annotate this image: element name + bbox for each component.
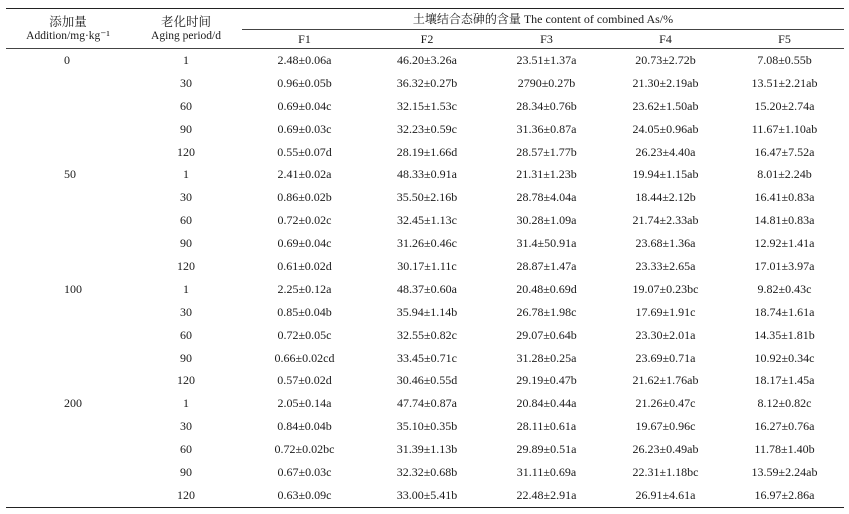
- aging-header: [130, 9, 242, 49]
- value-cell-f1: 0.57±0.02d: [277, 373, 332, 388]
- value-cell-f5: 14.81±0.83a: [754, 213, 815, 228]
- value-cell-f3: 28.57±1.77b: [516, 144, 577, 159]
- aging-header-en: Aging period/d: [151, 29, 221, 42]
- value-cell-f5: 8.12±0.82c: [757, 396, 812, 411]
- value-cell-f2: 32.55±0.82c: [397, 327, 457, 342]
- value-cell-f3: 31.28±0.25a: [516, 350, 577, 365]
- value-cell-f5: 13.51±2.21ab: [751, 75, 818, 90]
- table-row: [6, 369, 844, 392]
- addition-cell: 200: [64, 396, 82, 411]
- value-cell-f5: 13.59±2.24ab: [751, 464, 818, 479]
- table-row: [6, 301, 844, 324]
- value-cell-f2: 33.00±5.41b: [367, 484, 487, 507]
- addition-cell: 100: [64, 281, 82, 296]
- aging-cell: 120: [130, 484, 242, 507]
- value-cell-f3: 2790±0.27b: [517, 75, 576, 90]
- fraction-header-f5: F5: [778, 32, 791, 46]
- fraction-header-f2: F2: [420, 32, 434, 46]
- value-cell-f5: 16.27±0.76a: [754, 419, 815, 434]
- table-row: [6, 278, 844, 301]
- value-cell-f4: 21.30±2.19ab: [632, 75, 699, 90]
- value-cell-f4: 24.05±0.96ab: [632, 121, 699, 136]
- value-cell-f2: 31.39±1.13b: [396, 442, 458, 457]
- value-cell-f1: 0.72±0.05c: [277, 327, 332, 342]
- aging-header-zh: 老化时间: [160, 14, 211, 29]
- table-body: [6, 49, 844, 508]
- value-cell-f5: 10.92±0.34c: [754, 350, 815, 365]
- aging-cell: 60: [180, 213, 192, 228]
- value-cell-f3: 20.84±0.44a: [516, 396, 577, 411]
- aging-cell: 30: [180, 190, 192, 205]
- addition-header-en: Addition/mg·kg⁻¹: [26, 29, 110, 42]
- value-cell-f4: 23.33±2.65a: [635, 258, 696, 273]
- aging-cell: 120: [177, 144, 195, 159]
- value-cell-f1: 2.48±0.06a: [277, 52, 332, 67]
- addition-cell: 50: [64, 167, 76, 182]
- value-cell-f1: 0.63±0.09c: [242, 484, 367, 507]
- addition-cell: [6, 301, 130, 324]
- value-cell-f1: 0.72±0.02bc: [274, 442, 335, 457]
- arsenic-fraction-table: [6, 8, 844, 508]
- value-cell-f2: 32.45±1.13c: [397, 213, 457, 228]
- value-cell-f2: 46.20±3.26a: [397, 52, 457, 67]
- value-cell-f3: 31.11±0.69a: [516, 464, 577, 479]
- value-cell-f2: 31.26±0.46c: [397, 236, 457, 251]
- aging-cell: 90: [180, 121, 192, 136]
- table-row: [6, 438, 844, 461]
- table-row: [6, 186, 844, 209]
- value-cell-f1: 0.69±0.03c: [277, 121, 332, 136]
- content-title: 土壤结合态砷的含量 The content of combined As/%: [242, 9, 844, 30]
- value-cell-f1: 0.85±0.04b: [277, 304, 332, 319]
- fraction-header-f3: F3: [540, 32, 553, 46]
- value-cell-f1: 2.41±0.02a: [277, 167, 332, 182]
- value-cell-f4: 20.73±2.72b: [635, 52, 696, 67]
- value-cell-f5: 15.20±2.74a: [754, 98, 815, 113]
- value-cell-f4: 19.94±1.15ab: [632, 167, 699, 182]
- addition-header-zh: 添加量: [49, 14, 87, 29]
- value-cell-f4: 23.62±1.50ab: [632, 98, 699, 113]
- fraction-header-f4: F4: [659, 32, 672, 46]
- value-cell-f3: 28.78±4.04a: [516, 190, 577, 205]
- aging-cell: 30: [180, 304, 192, 319]
- table-row: [6, 232, 844, 255]
- value-cell-f3: 22.48±2.91a: [487, 484, 606, 507]
- value-cell-f5: 8.01±2.24b: [757, 167, 812, 182]
- value-cell-f5: 16.47±7.52a: [754, 144, 815, 159]
- value-cell-f2: 35.10±0.35b: [396, 419, 458, 434]
- aging-cell: 90: [180, 350, 192, 365]
- aging-cell: 120: [177, 373, 195, 388]
- value-cell-f4: 23.68±1.36a: [635, 236, 696, 251]
- value-cell-f5: 14.35±1.81b: [754, 327, 815, 342]
- aging-cell: 30: [180, 75, 192, 90]
- table-row: [6, 209, 844, 232]
- value-cell-f2: 33.45±0.71c: [397, 350, 457, 365]
- table-row: [6, 255, 844, 278]
- value-cell-f1: 0.61±0.02d: [277, 258, 332, 273]
- addition-cell: [6, 72, 130, 95]
- value-cell-f5: 18.74±1.61a: [754, 304, 815, 319]
- value-cell-f1: 0.55±0.07d: [277, 144, 332, 159]
- addition-cell: [6, 232, 130, 255]
- table-row: [6, 324, 844, 347]
- value-cell-f5: 17.01±3.97a: [754, 258, 815, 273]
- value-cell-f4: 19.07±0.23bc: [632, 281, 699, 296]
- value-cell-f4: 21.62±1.76ab: [632, 373, 699, 388]
- value-cell-f5: 7.08±0.55b: [757, 52, 812, 67]
- table-row: [6, 163, 844, 186]
- value-cell-f2: 30.17±1.11c: [397, 258, 457, 273]
- table-row: [6, 484, 844, 507]
- value-cell-f3: 29.07±0.64b: [516, 327, 577, 342]
- value-cell-f3: 29.19±0.47b: [516, 373, 577, 388]
- value-cell-f1: 0.84±0.04b: [277, 419, 332, 434]
- value-cell-f3: 20.48±0.69d: [516, 281, 577, 296]
- aging-cell: 1: [183, 281, 189, 296]
- value-cell-f5: 12.92±1.41a: [754, 236, 815, 251]
- value-cell-f3: 29.89±0.51a: [516, 442, 577, 457]
- value-cell-f2: 48.33±0.91a: [397, 167, 457, 182]
- value-cell-f2: 36.32±0.27b: [396, 75, 458, 90]
- value-cell-f4: 23.69±0.71a: [635, 350, 696, 365]
- value-cell-f5: 11.67±1.10ab: [751, 121, 818, 136]
- value-cell-f1: 0.72±0.02c: [277, 213, 332, 228]
- value-cell-f2: 28.19±1.66d: [396, 144, 458, 159]
- value-cell-f3: 30.28±1.09a: [516, 213, 577, 228]
- value-cell-f2: 35.50±2.16b: [396, 190, 458, 205]
- addition-cell: [6, 484, 130, 507]
- value-cell-f2: 35.94±1.14b: [396, 304, 458, 319]
- value-cell-f4: 26.23±0.49ab: [632, 442, 699, 457]
- value-cell-f1: 0.96±0.05b: [277, 75, 332, 90]
- value-cell-f4: 18.44±2.12b: [635, 190, 696, 205]
- table-row: [6, 72, 844, 95]
- addition-cell: 0: [64, 52, 70, 67]
- value-cell-f1: 0.69±0.04c: [277, 236, 332, 251]
- aging-cell: 90: [180, 464, 192, 479]
- aging-cell: 1: [183, 396, 189, 411]
- aging-cell: 60: [180, 442, 192, 457]
- value-cell-f1: 0.69±0.04c: [277, 98, 332, 113]
- value-cell-f5: 11.78±1.40b: [754, 442, 815, 457]
- value-cell-f4: 17.69±1.91c: [635, 304, 696, 319]
- value-cell-f2: 32.32±0.68b: [396, 464, 458, 479]
- value-cell-f1: 2.05±0.14a: [277, 396, 332, 411]
- value-cell-f1: 0.86±0.02b: [277, 190, 332, 205]
- addition-cell: [6, 209, 130, 232]
- aging-cell: 60: [180, 327, 192, 342]
- addition-cell: [6, 118, 130, 141]
- value-cell-f4: 26.91±4.61a: [606, 484, 725, 507]
- value-cell-f3: 26.78±1.98c: [516, 304, 577, 319]
- value-cell-f5: 18.17±1.45a: [754, 373, 815, 388]
- addition-cell: [6, 324, 130, 347]
- addition-cell: [6, 141, 130, 164]
- value-cell-f3: 21.31±1.23b: [516, 167, 577, 182]
- addition-cell: [6, 369, 130, 392]
- table-row: [6, 141, 844, 164]
- value-cell-f5: 9.82±0.43c: [757, 281, 812, 296]
- value-cell-f5: 16.97±2.86a: [725, 484, 844, 507]
- value-cell-f4: 22.31±1.18bc: [632, 464, 699, 479]
- value-cell-f4: 26.23±4.40a: [635, 144, 696, 159]
- value-cell-f1: 2.25±0.12a: [277, 281, 332, 296]
- aging-cell: 90: [180, 236, 192, 251]
- addition-cell: [6, 438, 130, 461]
- addition-cell: [6, 186, 130, 209]
- table-row: [6, 461, 844, 484]
- table-row: [6, 49, 844, 72]
- addition-cell: [6, 255, 130, 278]
- value-cell-f1: 0.67±0.03c: [277, 464, 332, 479]
- table-row: [6, 95, 844, 118]
- addition-cell: [6, 95, 130, 118]
- value-cell-f4: 21.26±0.47c: [635, 396, 696, 411]
- aging-cell: 60: [180, 98, 192, 113]
- value-cell-f4: 19.67±0.96c: [635, 419, 696, 434]
- addition-header: [6, 9, 130, 49]
- value-cell-f2: 48.37±0.60a: [397, 281, 457, 296]
- value-cell-f3: 28.11±0.61a: [516, 419, 577, 434]
- value-cell-f2: 32.15±1.53c: [397, 98, 457, 113]
- addition-cell: [6, 347, 130, 370]
- addition-cell: [6, 461, 130, 484]
- value-cell-f3: 28.87±1.47a: [516, 258, 577, 273]
- table-row: [6, 415, 844, 438]
- value-cell-f4: 21.74±2.33ab: [632, 213, 699, 228]
- aging-cell: 1: [183, 52, 189, 67]
- addition-cell: [6, 415, 130, 438]
- value-cell-f2: 30.46±0.55d: [396, 373, 458, 388]
- value-cell-f3: 28.34±0.76b: [516, 98, 577, 113]
- value-cell-f2: 47.74±0.87a: [397, 396, 457, 411]
- value-cell-f3: 23.51±1.37a: [516, 52, 577, 67]
- fraction-header-f1: F1: [298, 32, 311, 46]
- aging-cell: 30: [180, 419, 192, 434]
- value-cell-f3: 31.36±0.87a: [516, 121, 577, 136]
- value-cell-f1: 0.66±0.02cd: [274, 350, 335, 365]
- value-cell-f2: 32.23±0.59c: [397, 121, 457, 136]
- aging-cell: 120: [177, 258, 195, 273]
- value-cell-f4: 23.30±2.01a: [635, 327, 696, 342]
- value-cell-f5: 16.41±0.83a: [754, 190, 815, 205]
- aging-cell: 1: [183, 167, 189, 182]
- table-row: [6, 118, 844, 141]
- table-row: [6, 347, 844, 370]
- value-cell-f3: 31.4±50.91a: [516, 236, 577, 251]
- table-row: [6, 392, 844, 415]
